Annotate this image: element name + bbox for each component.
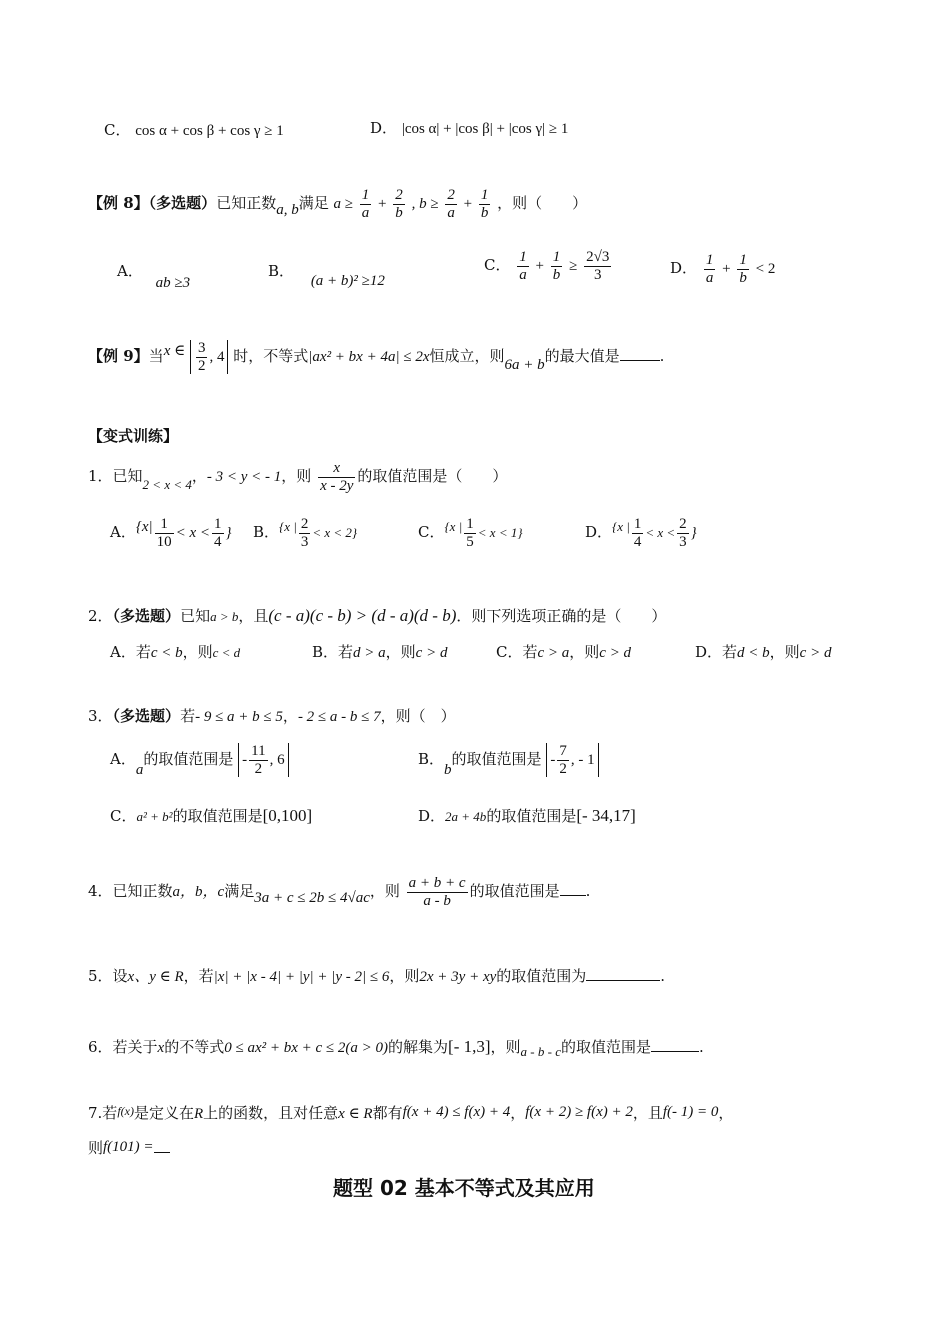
membership: x ∈ bbox=[163, 343, 186, 359]
fraction: $\frac{2√3}{3}$ bbox=[586, 249, 610, 283]
stem-text: ，则 bbox=[490, 1038, 521, 1056]
target-expr: 6a + b bbox=[504, 357, 545, 373]
relation: < 2 bbox=[755, 261, 776, 277]
range: [0,100] bbox=[262, 806, 313, 825]
stem-text: 都有 bbox=[372, 1104, 403, 1122]
relation: < x < bbox=[645, 525, 676, 540]
stem-text: ，则 bbox=[385, 643, 416, 661]
period: . bbox=[585, 882, 591, 900]
fraction: $\frac{2}{3}$ bbox=[300, 516, 309, 550]
fraction: $\frac{1}{10}$ bbox=[156, 516, 172, 550]
fraction: $\frac{1}{a}$ bbox=[361, 187, 370, 221]
function: f(x) bbox=[117, 1104, 134, 1118]
fraction: $\frac{1}{b}$ bbox=[480, 187, 489, 221]
stem-text: ， bbox=[718, 1104, 734, 1122]
real-set: R bbox=[193, 1106, 204, 1122]
interval bbox=[238, 743, 288, 777]
fraction: $\frac{1}{5}$ bbox=[466, 516, 474, 550]
stem-text: 6．若关于 bbox=[88, 1038, 158, 1056]
q3-option-c bbox=[110, 806, 312, 826]
condition: |x| + |x - 4| + |y| + |y - 2| ≤ 6 bbox=[213, 969, 390, 985]
q2-stem bbox=[88, 606, 666, 626]
variable: a bbox=[135, 762, 144, 778]
stem-text: 上的函数，且对任意 bbox=[203, 1104, 339, 1122]
option-label: C． bbox=[418, 523, 445, 541]
condition: c > a bbox=[537, 645, 570, 661]
inequality: (c - a)(c - b) > (d - a)(d - b) bbox=[268, 606, 457, 625]
option-label: C．若 bbox=[496, 643, 538, 661]
condition-a: a ≥ bbox=[333, 196, 353, 212]
condition: - 9 ≤ a + b ≤ 5 bbox=[195, 709, 283, 725]
stem-text: 的取值范围是 bbox=[143, 750, 234, 768]
stem-text: 7.若 bbox=[88, 1104, 118, 1122]
stem-text: ，则 bbox=[569, 643, 600, 661]
fraction: $\frac{2}{3}$ bbox=[679, 516, 687, 550]
q1-option-a bbox=[110, 516, 232, 550]
q6-stem bbox=[88, 1037, 704, 1060]
option-label: D．若 bbox=[695, 643, 738, 661]
condition: 2 < x < 4 bbox=[142, 477, 192, 492]
question-number: 1．已知 bbox=[88, 467, 143, 485]
fraction: $\frac{11}{2}$ bbox=[251, 743, 266, 777]
answer-blank[interactable] bbox=[560, 881, 586, 896]
stem-text: 的取值范围是 bbox=[486, 807, 577, 825]
stem-text: 恒成立，则 bbox=[429, 347, 505, 365]
condition: 3a + c ≤ 2b ≤ 4√ac bbox=[254, 890, 370, 906]
set-open: {x | bbox=[279, 519, 297, 534]
period: . bbox=[699, 1038, 704, 1056]
q3-option-b bbox=[418, 743, 599, 779]
question-type: （多选题） bbox=[112, 707, 181, 725]
conclusion: c > d bbox=[415, 645, 448, 661]
q2-option-a bbox=[110, 643, 240, 662]
stem-text: ，且 bbox=[238, 607, 269, 625]
condition: a > b bbox=[210, 609, 239, 624]
interval-right: , 4 bbox=[209, 349, 225, 365]
stem-text: 的取值范围为 bbox=[496, 967, 587, 985]
condition: c < b bbox=[150, 645, 183, 661]
separator: ， bbox=[282, 707, 298, 725]
conclusion: c > d bbox=[599, 645, 632, 661]
expression: 2a + 4b bbox=[445, 809, 487, 824]
stem-text: 满足 bbox=[298, 194, 329, 212]
example-8-option-d bbox=[670, 252, 775, 286]
q7-stem-line1 bbox=[88, 1103, 733, 1123]
variant-heading: 【变式训练】 bbox=[88, 427, 179, 445]
q2-option-c bbox=[496, 643, 631, 662]
interval bbox=[546, 743, 598, 777]
fraction: $\frac{7}{2}$ bbox=[559, 743, 567, 777]
q5-stem bbox=[88, 966, 665, 986]
set-close: < x < 1} bbox=[477, 525, 523, 540]
stem-text: ，则 bbox=[182, 643, 213, 661]
option-a-expr: ab ≥3 bbox=[155, 275, 191, 291]
range: [- 34,17] bbox=[576, 806, 636, 825]
plus: + bbox=[378, 196, 387, 212]
condition: - 2 ≤ a - b ≤ 7 bbox=[297, 709, 381, 725]
stem-text: ，则 bbox=[281, 467, 312, 485]
option-label: A．若 bbox=[110, 643, 151, 661]
fraction: $\frac{1}{a}$ bbox=[705, 252, 714, 286]
inequality: |ax² + bx + 4a| ≤ 2x bbox=[308, 349, 430, 365]
stem-text: ，则（ ） bbox=[497, 194, 588, 212]
fraction: $\frac{1}{b}$ bbox=[739, 252, 747, 286]
condition-b: , b ≥ bbox=[411, 196, 439, 212]
variables: a，b，c bbox=[172, 884, 225, 900]
stem-text: 若 bbox=[180, 707, 196, 725]
fraction: $\frac{1}{b}$ bbox=[552, 249, 561, 283]
q1-option-c bbox=[418, 516, 523, 550]
condition: - 3 < y < - 1 bbox=[206, 469, 282, 485]
stem-text: 是定义在 bbox=[133, 1104, 194, 1122]
question-number: 3． bbox=[88, 707, 113, 725]
answer-blank[interactable] bbox=[154, 1138, 170, 1153]
inequality: 0 ≤ ax² + bx + c ≤ 2(a > 0) bbox=[224, 1040, 389, 1056]
separator: ， bbox=[191, 467, 207, 485]
option-label: B．若 bbox=[312, 643, 354, 661]
stem-text: 的取值范围是 bbox=[172, 807, 263, 825]
condition: d < b bbox=[737, 645, 770, 661]
option-label: D． bbox=[418, 807, 446, 825]
stem-text: 已知 bbox=[180, 607, 211, 625]
target-expr: a - b - c bbox=[520, 1044, 561, 1059]
expression: a² + b² bbox=[136, 809, 173, 824]
stem-text: 的解集为 bbox=[388, 1038, 449, 1056]
separator: ， bbox=[510, 1104, 526, 1122]
stem-text: 时，不等式 bbox=[233, 347, 309, 365]
interval-right: , - 1 bbox=[570, 752, 595, 768]
set-open: {x| bbox=[135, 519, 153, 535]
fraction: $\frac{a + b + c}{a - b}$ bbox=[408, 875, 466, 909]
fraction: $\frac{1}{a}$ bbox=[519, 249, 527, 283]
interval bbox=[190, 340, 229, 374]
answer-blank[interactable] bbox=[651, 1037, 699, 1052]
conclusion: c < d bbox=[212, 645, 241, 660]
option-label: D． bbox=[585, 523, 613, 541]
plus: + bbox=[463, 196, 473, 212]
q1-stem bbox=[88, 460, 507, 494]
option-c-expr: cos α + cos β + cos γ ≥ 1 bbox=[135, 123, 284, 139]
option-label: C． bbox=[484, 256, 511, 274]
option-label: D． bbox=[670, 259, 698, 277]
period: . bbox=[659, 347, 665, 365]
condition-2: f(x + 2) ≥ f(x) + 2 bbox=[525, 1104, 633, 1120]
stem-text: 4．已知正数 bbox=[88, 882, 173, 900]
stem-text: 的取值范围是 bbox=[469, 882, 560, 900]
fraction: $\frac{1}{4}$ bbox=[633, 516, 642, 550]
option-d-expr: |cos α| + |cos β| + |cos γ| ≥ 1 bbox=[401, 121, 569, 137]
q1-option-b bbox=[253, 516, 357, 550]
question-number: 2． bbox=[88, 607, 113, 625]
membership: x ∈ R bbox=[338, 1106, 373, 1122]
minus-sign: - bbox=[550, 752, 556, 768]
variable: x bbox=[157, 1040, 165, 1056]
condition-3: f(- 1) = 0 bbox=[662, 1104, 719, 1120]
condition-1: f(x + 4) ≤ f(x) + 4 bbox=[402, 1104, 511, 1120]
set-open: {x | bbox=[444, 519, 463, 534]
stem-text: ．则下列选项正确的是（ ） bbox=[456, 607, 667, 625]
q3-option-d bbox=[418, 806, 636, 826]
fraction: $\frac{2}{a}$ bbox=[447, 187, 455, 221]
q3-stem bbox=[88, 707, 456, 726]
condition: d > a bbox=[353, 645, 386, 661]
solution-set: [- 1,3] bbox=[448, 1037, 491, 1056]
q7-stem-line2 bbox=[88, 1138, 170, 1157]
plus: + bbox=[535, 258, 545, 274]
answer-blank[interactable] bbox=[586, 966, 660, 981]
stem-text: 的最大值是 bbox=[544, 347, 620, 365]
fraction: $\frac{x}{x - 2y}$ bbox=[320, 460, 354, 494]
stem-text: 的取值范围是 bbox=[560, 1038, 651, 1056]
option-label: B． bbox=[268, 262, 295, 280]
q2-option-d bbox=[695, 643, 831, 662]
q4-stem bbox=[88, 875, 590, 909]
question-type: （多选题） bbox=[112, 607, 181, 625]
variables: x、y ∈ R bbox=[127, 969, 184, 985]
stem-text: ，则 bbox=[369, 882, 400, 900]
conclusion: c > d bbox=[799, 645, 832, 661]
set-close: } bbox=[225, 525, 232, 541]
period: . bbox=[660, 967, 666, 985]
q3-option-a bbox=[110, 743, 289, 779]
answer-blank[interactable] bbox=[620, 346, 660, 361]
stem-text: 5．设 bbox=[88, 967, 128, 985]
stem-text: 已知正数 bbox=[216, 194, 277, 212]
example-8-stem bbox=[88, 187, 587, 221]
set-close: < x < 2} bbox=[312, 525, 358, 540]
interval-right: , 6 bbox=[269, 752, 285, 768]
example-tag: 【例 9】 bbox=[88, 347, 149, 365]
target-expr: f(101) = bbox=[103, 1139, 154, 1155]
relation: ≥ bbox=[569, 258, 578, 274]
stem-text: ，且 bbox=[632, 1104, 663, 1122]
prev-option-c bbox=[104, 121, 284, 140]
stem-vars: a, b bbox=[276, 202, 299, 218]
option-label: C． bbox=[104, 121, 131, 139]
stem-text: ，则（ ） bbox=[380, 707, 456, 725]
stem-text: 满足 bbox=[224, 882, 255, 900]
set-close: } bbox=[690, 525, 697, 541]
stem-text: 当 bbox=[148, 347, 164, 365]
q1-option-d bbox=[585, 516, 697, 550]
stem-text: 的不等式 bbox=[164, 1038, 225, 1056]
q2-option-b bbox=[312, 643, 447, 662]
plus: + bbox=[722, 261, 731, 277]
example-9-stem bbox=[88, 340, 664, 374]
option-b-expr: (a + b)² ≥12 bbox=[310, 273, 385, 289]
prev-option-d bbox=[370, 119, 568, 138]
set-open: {x | bbox=[612, 519, 630, 534]
stem-text: ，若 bbox=[183, 967, 214, 985]
target-expr: 2x + 3y + xy bbox=[419, 969, 497, 985]
example-8-option-a bbox=[117, 262, 191, 291]
variable: b bbox=[444, 762, 452, 778]
option-label: C． bbox=[110, 807, 137, 825]
option-label: A． bbox=[117, 262, 143, 280]
example-8-option-c bbox=[484, 249, 613, 283]
stem-text: ，则 bbox=[769, 643, 800, 661]
option-label: B． bbox=[253, 523, 280, 541]
section-title: 题型 02 基本不等式及其应用 bbox=[333, 1176, 595, 1200]
fraction: $\frac{1}{4}$ bbox=[214, 516, 222, 550]
option-label: A． bbox=[110, 750, 136, 768]
relation: < x < bbox=[175, 525, 211, 541]
stem-text: 的取值范围是（ ） bbox=[357, 467, 508, 485]
option-label: B． bbox=[418, 750, 445, 768]
question-type: （多选题） bbox=[148, 194, 217, 212]
fraction: $\frac{2}{b}$ bbox=[395, 187, 403, 221]
example-8-option-b bbox=[268, 262, 385, 289]
example-tag: 【例 8】 bbox=[88, 194, 149, 212]
option-label: D． bbox=[370, 119, 398, 137]
stem-text: ，则 bbox=[389, 967, 420, 985]
option-label: A． bbox=[110, 523, 136, 541]
stem-text: 则 bbox=[88, 1139, 104, 1157]
fraction: $\frac{3}{2}$ bbox=[197, 340, 206, 374]
minus-sign: - bbox=[242, 752, 248, 768]
stem-text: 的取值范围是 bbox=[451, 750, 542, 768]
